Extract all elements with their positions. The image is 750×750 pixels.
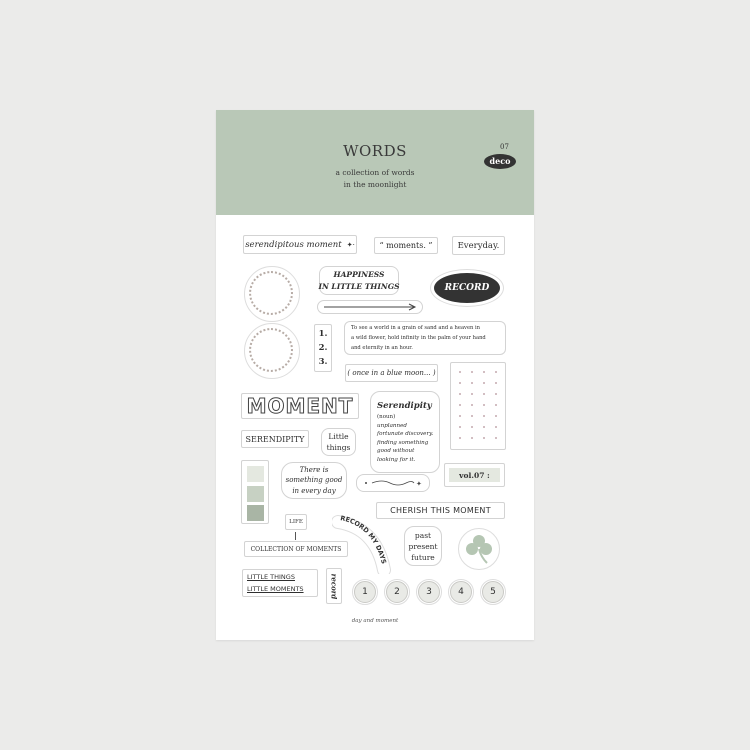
little-things-line2: things (326, 443, 351, 452)
definition-line1: unplanned (377, 422, 408, 429)
sticker-moments-quote: “ moments. ” (374, 237, 438, 254)
sheet-footer: day and moment (351, 618, 399, 624)
swatch-mid (247, 486, 264, 502)
sheet-header (216, 110, 534, 215)
sparkle-icon: ✦· (346, 240, 355, 249)
sticker-serendipitous-moment (243, 235, 357, 254)
deco-badge: deco (484, 154, 516, 169)
record-vertical-text: record (329, 573, 339, 599)
little-moments-caps: LITTLE MOMENTS (247, 585, 304, 593)
dotted-ring (249, 271, 293, 315)
sticker-swirl (356, 474, 430, 492)
swatch-dark (247, 505, 264, 521)
definition-line4: good without (377, 448, 415, 455)
life-connector-line (295, 532, 296, 540)
dotted-circle-sticker (244, 323, 300, 379)
dotted-ring (249, 328, 293, 372)
svg-text:✦: ✦ (416, 480, 422, 488)
sticker-dot-grid (450, 362, 506, 450)
number-2: 2 (386, 581, 408, 603)
sheet-number: 07 (500, 143, 509, 151)
sticker-number-1 (352, 579, 378, 605)
sticker-everyday: Everyday. (452, 236, 505, 255)
definition-pos: (noun) (377, 413, 396, 420)
sticker-blue-moon: ( once in a blue moon... ) (345, 364, 438, 382)
sticker-little-things-moments (242, 569, 318, 597)
sticker-record-my-days (332, 514, 392, 574)
list-number-2: 2. (318, 343, 328, 353)
sticker-vol (444, 463, 505, 487)
definition-line5: looking for it. (377, 456, 416, 463)
sticker-moment-outline: MOMENT (241, 393, 359, 419)
number-3: 3 (418, 581, 440, 603)
sticker-color-swatches (241, 460, 269, 524)
swirl-icon (360, 477, 426, 489)
record-my-days-arc (332, 514, 392, 574)
something-good-line2: something good (285, 476, 343, 485)
sticker-arrow (317, 300, 423, 314)
sticker-sheet (216, 110, 534, 640)
dotted-circle-sticker (244, 266, 300, 322)
record-my-days-text: RECORD MY DAYS (339, 514, 388, 565)
swatch-light (247, 466, 264, 482)
little-things-caps: LITTLE THINGS (247, 573, 295, 581)
definition-line3: finding something (377, 439, 429, 446)
quote-line2: a wild flower, hold infinity in the palm of your hand (351, 335, 486, 341)
sticker-happiness (319, 266, 399, 295)
sticker-collection-of-moments: COLLECTION OF MOMENTS (244, 541, 348, 557)
quote-line1: To see a world in a grain of sand and a heaven in (351, 325, 481, 331)
sticker-life: LIFE (285, 514, 307, 530)
future-label: future (411, 552, 435, 562)
little-things-line1: Little (328, 432, 349, 441)
sticker-number-2 (384, 579, 410, 605)
present-label: present (408, 541, 438, 551)
sticker-little-things (321, 428, 356, 456)
quote-line3: and eternity in an hour. (351, 345, 413, 351)
sheet-subtitle-line1: a collection of words (335, 168, 415, 177)
number-4: 4 (450, 581, 472, 603)
list-number-1: 1. (318, 329, 328, 339)
sticker-serendipity-caps: SERENDIPITY (241, 430, 309, 448)
vol-label: vol.07 : (449, 468, 500, 482)
number-1: 1 (354, 581, 376, 603)
dot-grid (457, 369, 501, 445)
definition-title: Serendipity (377, 400, 432, 411)
number-5: 5 (482, 581, 504, 603)
sheet-subtitle-line2: in the moonlight (343, 180, 407, 189)
clover-icon (459, 529, 499, 569)
sticker-past-present-future (404, 526, 442, 566)
arrow-right-icon (322, 303, 418, 311)
sticker-something-good (281, 462, 347, 499)
happiness-line1: HAPPINESS (333, 269, 385, 279)
sticker-text: serendipitous moment (245, 239, 342, 250)
sticker-numbered-list (314, 324, 332, 372)
sticker-blake-quote (344, 321, 506, 355)
sticker-number-5 (480, 579, 506, 605)
sticker-clover (458, 528, 500, 570)
definition-line2: fortunate discovery. (377, 431, 434, 438)
sheet-title: WORDS (343, 142, 407, 160)
sticker-number-4 (448, 579, 474, 605)
record-label: RECORD (434, 273, 500, 303)
list-number-3: 3. (318, 357, 328, 367)
something-good-line1: There is (299, 465, 329, 474)
sticker-serendipity-definition (370, 391, 440, 473)
past-label: past (414, 530, 432, 540)
something-good-line3: in every day (292, 486, 336, 495)
happiness-line2: IN LITTLE THINGS (318, 281, 400, 291)
sticker-record-oval (430, 269, 504, 307)
sticker-number-3 (416, 579, 442, 605)
sticker-cherish: CHERISH THIS MOMENT (376, 502, 505, 519)
sticker-record-vertical (326, 568, 342, 604)
